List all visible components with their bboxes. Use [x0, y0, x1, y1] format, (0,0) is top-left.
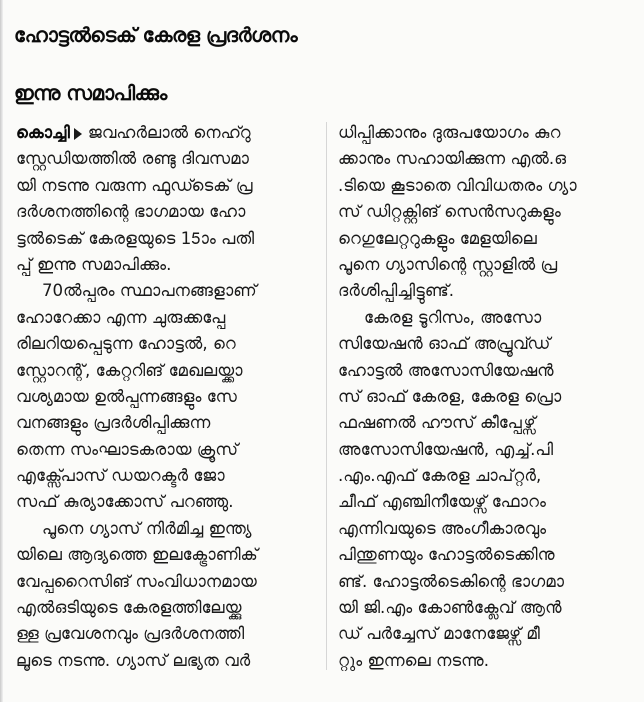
- article-line: സ്റ്റോറന്റ്, കേറ്ററിങ് മേഖലയ്ക്കാ: [16, 360, 243, 380]
- article-column-right: [338, 120, 638, 674]
- article-line: എൽഒടിയുടെ കേരളത്തിലേയ്ക്കു: [16, 598, 242, 618]
- dateline-arrow-icon: [74, 128, 82, 140]
- article-line: ധിപ്പിക്കാനും ദുരുപയോഗം കുറ: [338, 123, 561, 142]
- article-line: സ് ഓഫ് കേരള, കേരള പ്രൊ: [338, 386, 562, 406]
- article-line: ട്ടൽടെക് കേരളയുടെ 15ാം പതി: [16, 228, 255, 248]
- article-line: രിലറിയപ്പെടുന്ന ഹോട്ടൽ, റെ: [16, 334, 236, 354]
- article-line: വശ്യമായ ഉൽപ്പന്നങ്ങളും സേ: [16, 386, 237, 406]
- dateline: കൊച്ചി: [16, 123, 70, 142]
- article-line: കേരള ടൂറിസം, അസോ: [364, 307, 542, 327]
- article-line: സഫ് കുര്യാക്കോസ് പറഞ്ഞു.: [16, 492, 234, 512]
- article-line: അസോസിയേഷൻ, എച്ച്.പി: [338, 439, 554, 459]
- article-line: സിയേഷൻ ഓഫ് അപ്രൂവ്ഡ്: [338, 334, 551, 354]
- article-line: ചീഫ് എഞ്ചിനീയേഴ്സ് ഫോറം: [338, 492, 546, 512]
- article-line: എന്നിവയുടെ അംഗീകാരവും: [338, 518, 547, 538]
- article-line: റ്റും ഇന്നലെ നടന്നു.: [338, 650, 490, 670]
- article-line: ദർശനത്തിന്റെ ഭാഗമായ ഹോ: [16, 202, 246, 222]
- article-line: സ് ഡിറ്റക്റ്റിങ് സെൻസറുകളും: [338, 202, 561, 222]
- article-line: 70ൽപ്പരം സ്ഥാപനങ്ങളാണ്: [42, 281, 257, 301]
- article-line: റെഗുലേറ്ററുകളും മേളയിലെ: [338, 228, 537, 248]
- article-line: പിന്തുണയും ഹോട്ടൽടെക്കിനു: [338, 545, 555, 565]
- article-line: പ്പ് ഇന്നു സമാപിക്കും.: [16, 254, 172, 274]
- article-column-left: [16, 120, 316, 674]
- article-line: ഹോറേക്കാ എന്ന ചുരുക്കപ്പേ: [16, 307, 226, 327]
- article-line: ദർശിപ്പിച്ചിട്ടുണ്ട്.: [338, 281, 455, 301]
- headline: [14, 6, 634, 122]
- article-line: യി നടന്നു വരുന്ന ഫുഡ്ടെക് പ്ര: [16, 175, 253, 195]
- article-line: .ടിയെ കൂടാതെ വിവിധതരം ഗ്യാ: [338, 175, 577, 195]
- article-line: തെന്ന സംഘാടകരായ ക്രൂസ്: [16, 439, 239, 459]
- article-text: ജവഹർലാൽ നെഹ്റു: [87, 123, 251, 142]
- article-line: യിലെ ആദ്യത്തെ ഇലക്ട്രോണിക്: [16, 545, 258, 565]
- article-line: വനങ്ങളും പ്രദർശിപ്പിക്കുന്ന: [16, 413, 211, 433]
- headline-line-1: ഹോട്ടൽടെക് കേരള പ്രദർശനം: [14, 23, 298, 47]
- article-line: ക്കാനും സഹായിക്കുന്ന എൽ.ഒ: [338, 149, 567, 169]
- article-line: ണ്ട്. ഹോട്ടൽടെകിന്റെ ഭാഗമാ: [338, 571, 565, 591]
- headline-line-2: ഇന്നു സമാപിക്കും: [14, 81, 167, 105]
- article-line: .എം.എഫ് കേരള ചാപ്റ്റർ,: [338, 466, 542, 486]
- article-line: ഹോട്ടൽ അസോസിയേഷൻ: [338, 360, 554, 380]
- article-line: ഡ് പർച്ചേസ് മാനേജേഴ്സ് മീ: [338, 624, 540, 644]
- article-line: ള്ള പ്രവേശനവും പ്രദർശനത്തി: [16, 624, 245, 644]
- article-line: സ്റ്റേഡിയത്തിൽ രണ്ടു ദിവസമാ: [16, 149, 249, 169]
- article-line: എക്സ്പോസ് ഡയറക്ടർ ജോ: [16, 466, 225, 486]
- article-line: യി ജി.എം കോൺക്ലേവ് ആൻ: [338, 598, 562, 618]
- page-edge-shadow: [0, 0, 3, 702]
- article-line: പൂനെ ഗ്യാസിന്റെ സ്റ്റാളിൽ പ്ര: [338, 254, 558, 274]
- article-line: ലൂടെ നടന്നു. ഗ്യാസ് ലഭ്യത വർ: [16, 650, 251, 670]
- article-line: [16, 120, 316, 146]
- article-line: പൂനെ ഗ്യാസ് നിർമിച്ച ഇന്ത്യ: [42, 518, 252, 538]
- column-divider: [326, 122, 327, 670]
- article-line: ഫഷണൽ ഹൗസ് കീപ്പേഴ്സ്: [338, 413, 536, 433]
- article-line: വേപ്പറൈസിങ് സംവിധാനമായ: [16, 571, 257, 591]
